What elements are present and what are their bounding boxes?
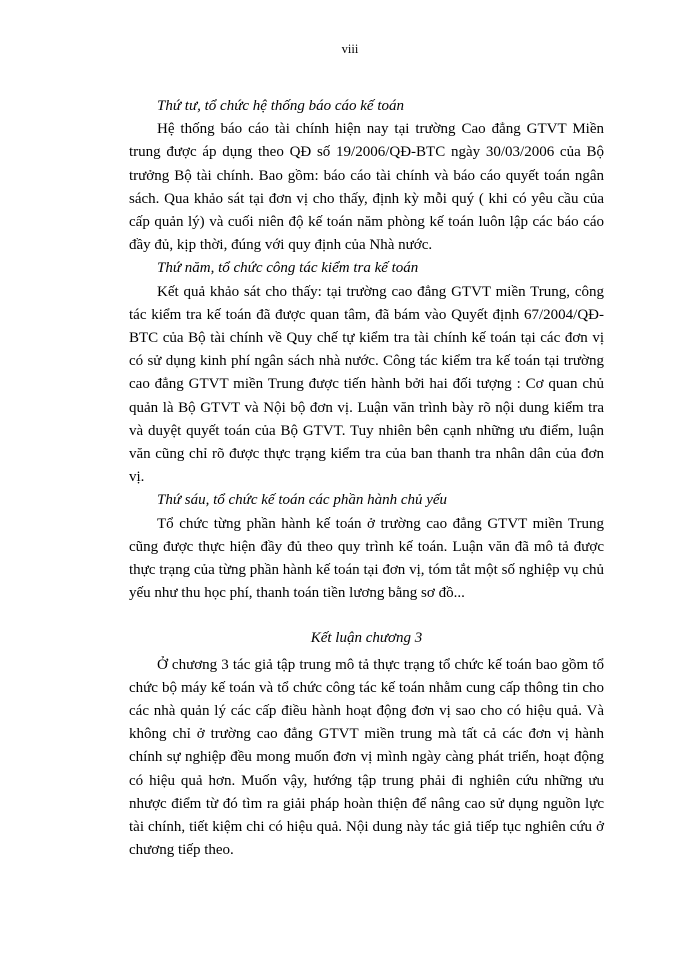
section-paragraph-5: Kết quả khảo sát cho thấy: tại trường cao đẳng GTVT miền Trung, công tác kiểm tra kế toán đã được quan tâm, đã bám vào Quyết định 67/2004/QĐ-BTC của Bộ tài chính về Quy chế tự kiểm tra tài chính kế toán tại các đơn vị có sử dụng kinh phí ngân sách nhà nước. Công tác kiểm tra kế toán tại trường cao đẳng GTVT miền Trung được tiến hành bởi hai đối tượng : Cơ quan chủ quản là Bộ GTVT và Nội bộ đơn vị. Luận văn trình bày rõ nội dung kiểm tra và duyệt quyết toán của Bộ GTVT. Tuy nhiên bên cạnh những ưu điểm, luận văn cũng chỉ rõ được thực trạng kiểm tra của ban thanh tra nhân dân của đơn vị. <box>129 283 604 486</box>
section-heading-5: Thứ năm, tổ chức công tác kiểm tra kế toán <box>157 260 419 277</box>
section-paragraph-4: Hệ thống báo cáo tài chính hiện nay tại trường Cao đẳng GTVT Miền trung được áp dụng theo QĐ số 19/2006/QĐ-BTC ngày 30/03/2006 của Bộ trưởng Bộ tài chính. Bao gồm: báo cáo tài chính và báo cáo quyết toán ngân sách. Qua khảo sát tại đơn vị cho thấy, định kỳ mỗi quý ( khi có yêu cầu của cấp quản lý) và cuối niên độ kế toán năm phòng kế toán luôn lập các báo cáo đầy đủ, kịp thời, đúng với quy định của Nhà nước. <box>129 121 604 254</box>
page-number: viii <box>341 42 359 56</box>
section-heading-6: Thứ sáu, tổ chức kế toán các phần hành chủ yếu <box>157 492 448 509</box>
chapter-conclusion-paragraph: Ở chương 3 tác giả tập trung mô tả thực trạng tổ chức kế toán bao gồm tổ chức bộ máy kế toán và tổ chức công tác kế toán nhằm cung cấp thông tin cho các nhà quản lý các cấp điều hành hoạt động đơn vị sao cho có hiệu quả. Và không chỉ ở trường cao đẳng GTVT miền trung mà tất cả các đơn vị hành chính sự nghiệp đều mong muốn đơn vị mình ngày càng phát triển, hoạt động có hiệu quả hơn. Muốn vậy, hướng tập trung phải đi nghiên cứu những ưu nhược điểm từ đó tìm ra giải pháp hoàn thiện để nâng cao sử dụng nguồn lực tài chính, tiết kiệm chi có hiệu quả. Nội dung này tác giả tiếp tục nghiên cứu ở chương tiếp theo. <box>129 656 604 859</box>
page-content <box>129 95 604 863</box>
chapter-conclusion-title: Kết luận chương 3 <box>310 630 423 647</box>
section-paragraph-6: Tổ chức từng phần hành kế toán ở trường cao đẳng GTVT miền Trung cũng được thực hiện đầy đủ theo quy trình kế toán. Luận văn đã mô tả được thực trạng của từng phần hành kế toán tại đơn vị, tóm tắt một số nghiệp vụ chủ yếu như thu học phí, thanh toán tiền lương bằng sơ đồ... <box>129 515 604 602</box>
section-heading-4: Thứ tư, tổ chức hệ thống báo cáo kế toán <box>157 98 405 114</box>
